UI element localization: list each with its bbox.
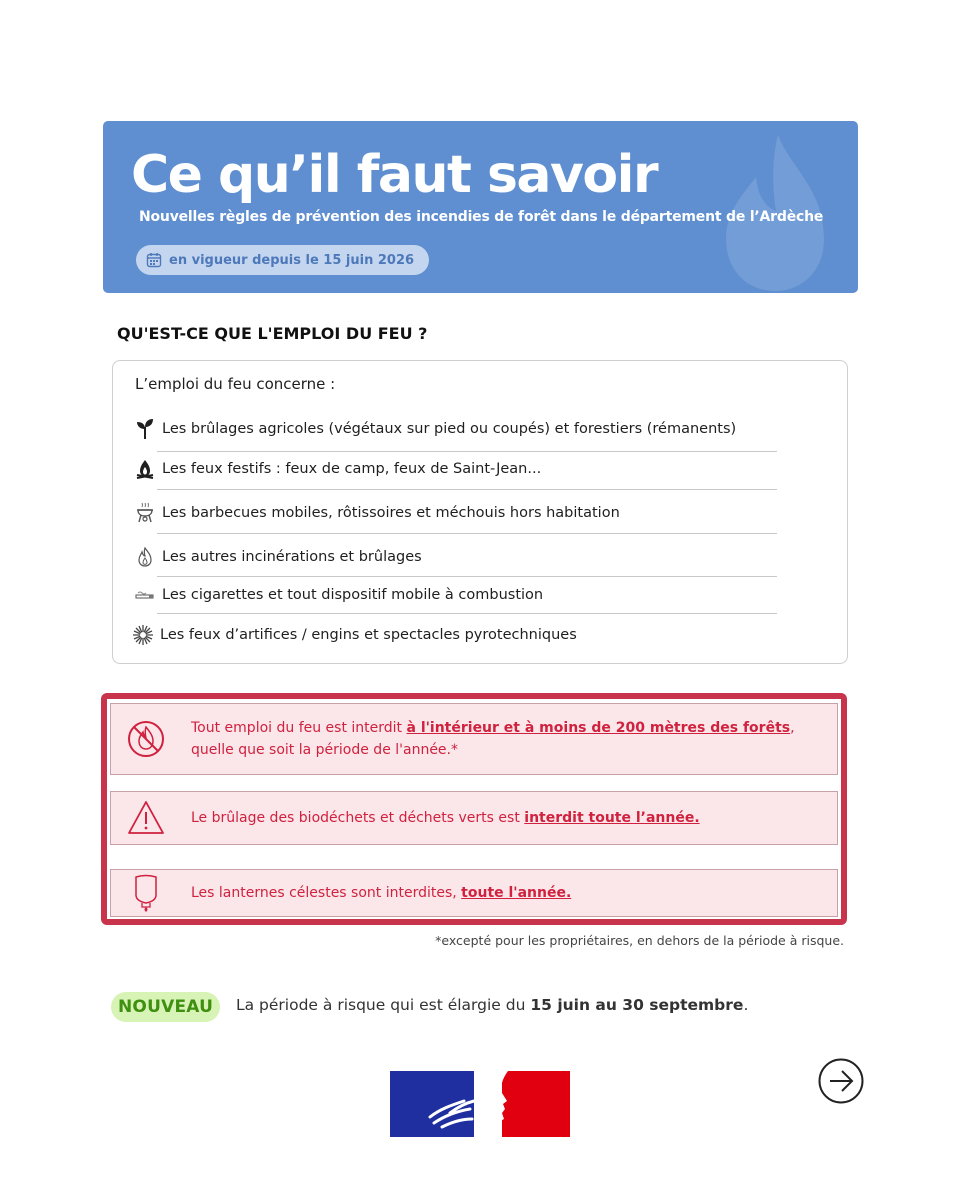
barbecue-icon — [131, 499, 159, 527]
list-item-text: Les autres incinérations et brûlages — [162, 549, 422, 565]
prohibition-row — [110, 703, 838, 775]
calendar-icon — [146, 252, 162, 268]
header-banner — [103, 121, 858, 293]
fire-use-card — [112, 360, 848, 664]
list-item-text: Les barbecues mobiles, rôtissoires et méchouis hors habitation — [162, 505, 620, 521]
list-item — [131, 538, 777, 576]
list-item-text: Les feux d’artifices / engins et spectacles pyrotechniques — [160, 627, 577, 643]
effective-date-pill — [136, 245, 429, 275]
plant-icon — [131, 415, 159, 443]
prohibition-row — [110, 791, 838, 845]
footnote: *excepté pour les propriétaires, en dehors de la période à risque. — [435, 933, 844, 948]
list-item — [131, 450, 777, 488]
prohibition-emphasis: interdit toute l’année. — [524, 810, 700, 826]
list-item — [131, 494, 777, 532]
warning-triangle-icon — [125, 797, 167, 839]
banner-subtitle: Nouvelles règles de prévention des incendies de forêt dans le département de l’Ardèche — [139, 209, 824, 225]
marianne-logo — [390, 1071, 570, 1137]
list-item-text: Les feux festifs : feux de camp, feux de Saint-Jean... — [162, 461, 542, 477]
nouveau-text: La période à risque qui est élargie du 15 juin au 30 septembre. — [236, 996, 749, 1014]
divider — [157, 489, 777, 490]
nouveau-badge: NOUVEAU — [111, 992, 220, 1022]
section-heading: QU'EST-CE QUE L'EMPLOI DU FEU ? — [117, 324, 428, 343]
list-item — [129, 616, 775, 654]
arrow-right-circle-icon[interactable] — [817, 1057, 865, 1105]
flame-icon — [131, 543, 159, 571]
effective-date-text: en vigueur depuis le 15 juin 2026 — [169, 252, 415, 268]
prohibitions-box — [101, 693, 847, 925]
prohibition-text: Tout emploi du feu est interdit à l'intérieur et à moins de 200 mètres des forêts, quelle que soit la période de l'année.* — [191, 720, 795, 758]
prohibition-emphasis: à l'intérieur et à moins de 200 mètres des forêts — [406, 720, 791, 736]
prohibition-emphasis: toute l'année. — [461, 885, 572, 901]
divider — [157, 533, 777, 534]
prohibition-text: Les lanternes célestes sont interdites, toute l'année. — [191, 885, 572, 901]
list-item-text: Les cigarettes et tout dispositif mobile à combustion — [162, 587, 544, 603]
firework-icon — [129, 621, 157, 649]
banner-title: Ce qu’il faut savoir — [131, 145, 658, 205]
prohibition-row — [110, 869, 838, 917]
list-item — [131, 576, 777, 614]
sky-lantern-icon — [125, 872, 167, 914]
prohibition-text: Le brûlage des biodéchets et déchets verts est interdit toute l’année. — [191, 810, 700, 826]
divider — [157, 613, 777, 614]
list-item — [131, 410, 777, 448]
campfire-icon — [131, 455, 159, 483]
nouveau-dates: 15 juin au 30 septembre — [530, 996, 744, 1014]
no-fire-icon — [125, 718, 167, 760]
list-item-text: Les brûlages agricoles (végétaux sur pied ou coupés) et forestiers (rémanents) — [162, 421, 737, 437]
card-intro: L’emploi du feu concerne : — [135, 375, 336, 393]
cigarette-icon — [131, 581, 159, 609]
